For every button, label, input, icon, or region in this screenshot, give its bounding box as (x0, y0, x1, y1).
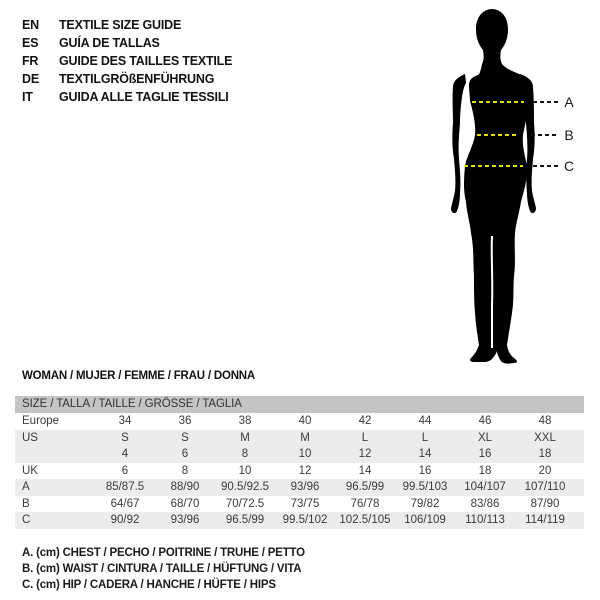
language-code: ES (22, 36, 39, 50)
size-cell: 8 (241, 448, 249, 461)
language-title: TEXTILGRÖßENFÜHRUNG (59, 72, 215, 86)
size-cell: 90.5/92.5 (221, 481, 269, 494)
size-cell: 34 (118, 415, 132, 428)
size-cell: S (181, 431, 189, 444)
size-cell: S (121, 431, 129, 444)
size-cell: XXL (534, 431, 556, 444)
marker-c-label: C (563, 158, 575, 174)
size-cell: 6 (181, 448, 189, 461)
language-row-de (22, 70, 232, 88)
size-cell: 99.5/102 (282, 514, 328, 527)
language-row-es (22, 34, 232, 52)
row-label: Europe (22, 415, 60, 428)
waist-connector-line (531, 134, 558, 136)
language-row-en (22, 16, 232, 34)
size-cell: 85/87.5 (105, 481, 145, 494)
size-cell: 36 (178, 415, 192, 428)
language-code: FR (22, 54, 39, 68)
size-cell: 68/70 (170, 497, 200, 510)
size-cell: 10 (298, 448, 312, 461)
size-cell: XL (477, 431, 493, 444)
category-heading: WOMAN / MUJER / FEMME / FRAU / DONNA (22, 370, 256, 382)
row-label: UK (22, 464, 38, 477)
size-cell: 18 (478, 464, 492, 477)
size-cell: 107/110 (524, 481, 566, 494)
language-row-it (22, 88, 232, 106)
size-cell: 16 (418, 464, 432, 477)
size-cell: 46 (478, 415, 492, 428)
size-cell: 20 (538, 464, 552, 477)
measure-legend (22, 545, 305, 593)
size-cell: 104/107 (464, 481, 506, 494)
table-row-us-letters (15, 430, 584, 447)
row-label: A (22, 481, 30, 494)
table-row-chest (15, 479, 584, 496)
size-cell: 38 (238, 415, 252, 428)
size-cell: 110/113 (465, 514, 505, 527)
size-cell: 114/119 (525, 514, 565, 527)
size-cell: L (361, 431, 369, 444)
language-code: EN (22, 18, 39, 32)
legend-line-chest: A. (cm) CHEST / PECHO / POITRINE / TRUHE / PETTO (22, 547, 305, 559)
table-row-uk (15, 463, 584, 480)
size-cell: 6 (121, 464, 129, 477)
table-row-waist (15, 496, 584, 513)
size-cell: 93/96 (170, 514, 200, 527)
size-cell: 48 (538, 415, 552, 428)
size-cell: L (421, 431, 429, 444)
language-title: TEXTILE SIZE GUIDE (59, 18, 182, 32)
size-cell: 4 (121, 448, 129, 461)
size-table (15, 396, 584, 529)
hip-connector-line (533, 165, 558, 167)
size-table-header: SIZE / TALLA / TAILLE / GRÖSSE / TAGLIA (15, 396, 584, 413)
size-cell: 90/92 (110, 514, 140, 527)
size-cell: 79/82 (410, 497, 440, 510)
size-cell: 40 (298, 415, 312, 428)
size-cell: 16 (478, 448, 492, 461)
size-cell: 14 (418, 448, 432, 461)
legend-line-waist: B. (cm) WAIST / CINTURA / TAILLE / HÜFTUNG / VITA (22, 563, 302, 575)
language-list (22, 16, 232, 106)
size-cell: 44 (418, 415, 432, 428)
row-label: C (22, 514, 31, 527)
size-cell: 88/90 (170, 481, 200, 494)
table-row-europe (15, 413, 584, 430)
size-cell: 87/90 (530, 497, 560, 510)
size-cell: 76/78 (350, 497, 380, 510)
size-cell: 102.5/105 (339, 514, 391, 527)
size-cell: 96.5/99 (225, 514, 265, 527)
table-row-us-numbers (15, 446, 584, 463)
size-cell: 8 (181, 464, 189, 477)
size-cell: 106/109 (404, 514, 446, 527)
size-cell: 93/96 (290, 481, 320, 494)
language-row-fr (22, 52, 232, 70)
woman-silhouette-icon (440, 0, 570, 370)
size-cell: 12 (298, 464, 312, 477)
row-label: B (22, 497, 30, 510)
size-cell: M (240, 431, 250, 444)
size-cell: 12 (358, 448, 372, 461)
waist-measure-line (477, 134, 517, 136)
marker-b-label: B (564, 127, 574, 143)
size-cell: 96.5/99 (345, 481, 385, 494)
size-cell: 73/75 (290, 497, 320, 510)
chest-connector-line (533, 101, 558, 103)
size-cell: 18 (538, 448, 552, 461)
marker-a-label: A (564, 94, 574, 110)
language-title: GUIDA ALLE TAGLIE TESSILI (59, 90, 229, 104)
size-cell: 42 (358, 415, 372, 428)
language-title: GUÍA DE TALLAS (59, 36, 160, 50)
language-code: DE (22, 72, 39, 86)
row-label: US (22, 431, 38, 444)
language-title: GUIDE DES TAILLES TEXTILE (59, 54, 233, 68)
chest-measure-line (472, 101, 524, 103)
size-cell: 70/72.5 (225, 497, 265, 510)
size-cell: 14 (358, 464, 372, 477)
size-cell: 83/86 (470, 497, 500, 510)
size-cell: M (300, 431, 310, 444)
language-code: IT (22, 90, 33, 104)
size-cell: 99.5/103 (402, 481, 448, 494)
table-row-hip (15, 512, 584, 529)
size-cell: 10 (238, 464, 252, 477)
size-cell: 64/67 (110, 497, 140, 510)
legend-line-hip: C. (cm) HIP / CADERA / HANCHE / HÜFTE / HIPS (22, 579, 276, 591)
hip-measure-line (464, 165, 523, 167)
